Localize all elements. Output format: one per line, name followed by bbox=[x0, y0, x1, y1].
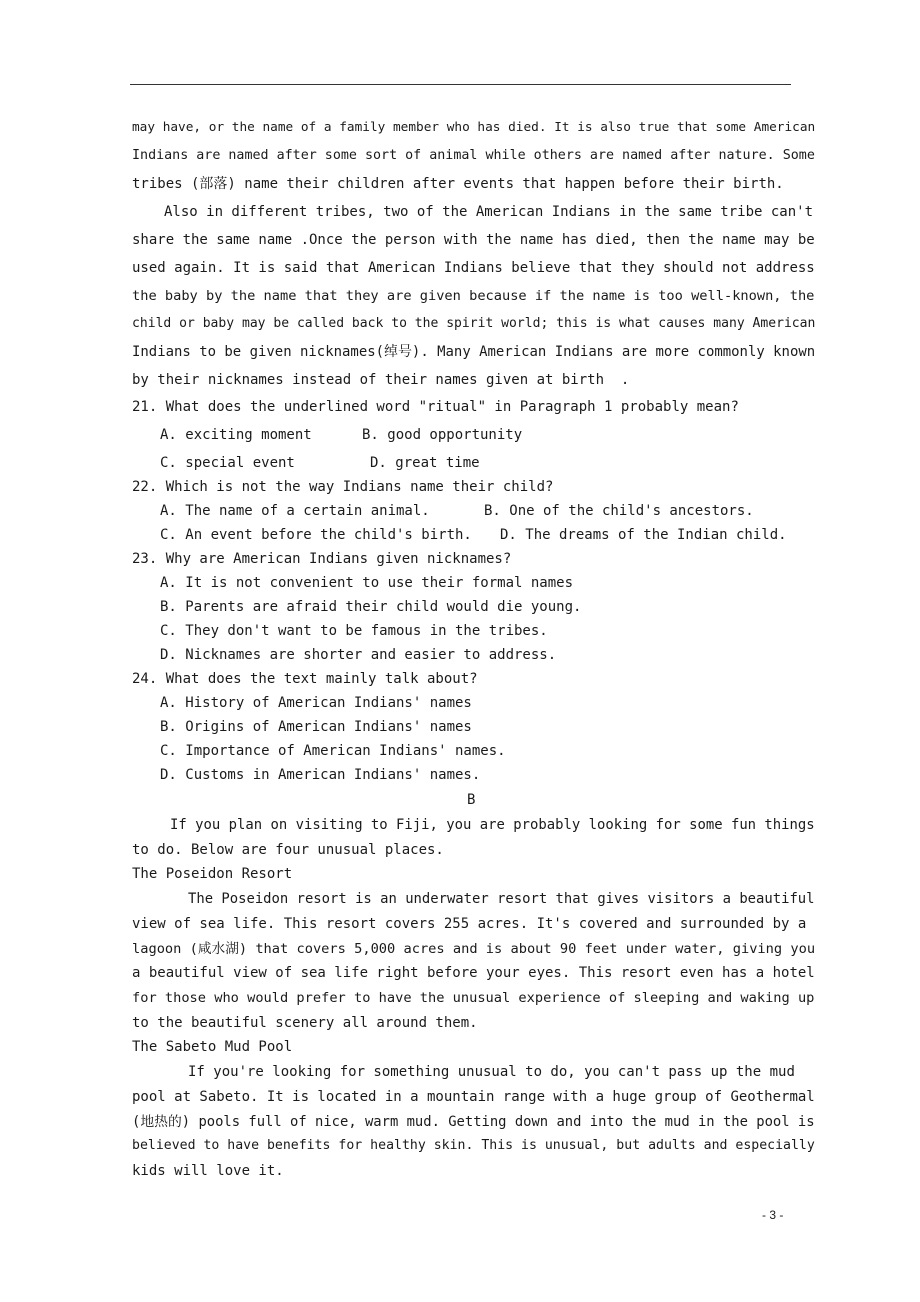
option-23a: A. It is not convenient to use their formal names bbox=[160, 575, 574, 591]
text-line: view of sea life. This resort covers 255 acres. It's covered and surrounded by a bbox=[132, 916, 807, 932]
text-line: (地热的) pools full of nice, warm mud. Getting down and into the mud in the pool is bbox=[132, 1114, 815, 1130]
text-line: kids will love it. bbox=[132, 1163, 284, 1179]
question-21: 21. What does the underlined word "ritual" in Paragraph 1 probably mean? bbox=[132, 399, 739, 415]
question-22: 22. Which is not the way Indians name their child? bbox=[132, 479, 554, 495]
subheading-sabeto: The Sabeto Mud Pool bbox=[132, 1039, 293, 1055]
text-line: child or baby may be called back to the spirit world; this is what causes many American bbox=[132, 316, 816, 331]
option-23c: C. They don't want to be famous in the tribes. bbox=[160, 623, 548, 639]
text-line: believed to have benefits for healthy skin. This is unusual, but adults and especially bbox=[132, 1138, 815, 1153]
text-line: by their nicknames instead of their names given at birth . bbox=[132, 372, 630, 388]
text-line: the baby by the name that they are given because if the name is too well-known, the bbox=[132, 288, 815, 304]
text-line: pool at Sabeto. It is located in a mountain range with a huge group of Geothermal bbox=[132, 1089, 815, 1105]
text-line: may have, or the name of a family member who has died. It is also true that some American bbox=[132, 120, 816, 135]
text-line: Also in different tribes, two of the American Indians in the same tribe can't bbox=[164, 204, 814, 220]
header-rule bbox=[130, 84, 791, 85]
option-22a: A. The name of a certain animal. bbox=[160, 503, 430, 519]
option-24c: C. Importance of American Indians' names. bbox=[160, 743, 506, 759]
text-line: The Poseidon resort is an underwater resort that gives visitors a beautiful bbox=[188, 891, 815, 907]
option-23b: B. Parents are afraid their child would die young. bbox=[160, 599, 582, 615]
text-line: Indians are named after some sort of animal while others are named after nature. Some bbox=[132, 148, 815, 163]
text-line: share the same name .Once the person with the name has died, then the name may be bbox=[132, 232, 815, 248]
text-line: a beautiful view of sea life right before your eyes. This resort even has a hotel bbox=[132, 965, 815, 981]
text-line: Indians to be given nicknames(绰号). Many American Indians are more commonly known bbox=[132, 344, 816, 360]
text-line: for those who would prefer to have the unusual experience of sleeping and waking up bbox=[132, 990, 815, 1006]
question-23: 23. Why are American Indians given nicknames? bbox=[132, 551, 512, 567]
option-24a: A. History of American Indians' names bbox=[160, 695, 472, 711]
option-21a: A. exciting moment bbox=[160, 427, 312, 443]
text-line: tribes (部落) name their children after events that happen before their birth. bbox=[132, 176, 784, 192]
question-24: 24. What does the text mainly talk about? bbox=[132, 671, 478, 687]
option-22b: B. One of the child's ancestors. bbox=[484, 503, 754, 519]
text-line: lagoon (咸水湖) that covers 5,000 acres and is about 90 feet under water, giving you bbox=[132, 941, 816, 957]
text-line: used again. It is said that American Indians believe that they should not address bbox=[132, 260, 815, 276]
text-line: If you plan on visiting to Fiji, you are probably looking for some fun things bbox=[170, 817, 815, 833]
option-23d: D. Nicknames are shorter and easier to address. bbox=[160, 647, 557, 663]
option-24b: B. Origins of American Indians' names bbox=[160, 719, 472, 735]
page-number: - 3 - bbox=[762, 1208, 784, 1222]
text-line: to do. Below are four unusual places. bbox=[132, 842, 444, 858]
text-line: to the beautiful scenery all around them. bbox=[132, 1015, 478, 1031]
text-line: If you're looking for something unusual to do, you can't pass up the mud bbox=[188, 1064, 795, 1080]
option-24d: D. Customs in American Indians' names. bbox=[160, 767, 481, 783]
option-21b: B. good opportunity bbox=[362, 427, 523, 443]
subheading-poseidon: The Poseidon Resort bbox=[132, 866, 293, 882]
option-21d: D. great time bbox=[370, 455, 480, 471]
section-heading: B bbox=[467, 792, 476, 808]
option-22d: D. The dreams of the Indian child. bbox=[500, 527, 787, 543]
option-22c: C. An event before the child's birth. bbox=[160, 527, 472, 543]
option-21c: C. special event bbox=[160, 455, 295, 471]
